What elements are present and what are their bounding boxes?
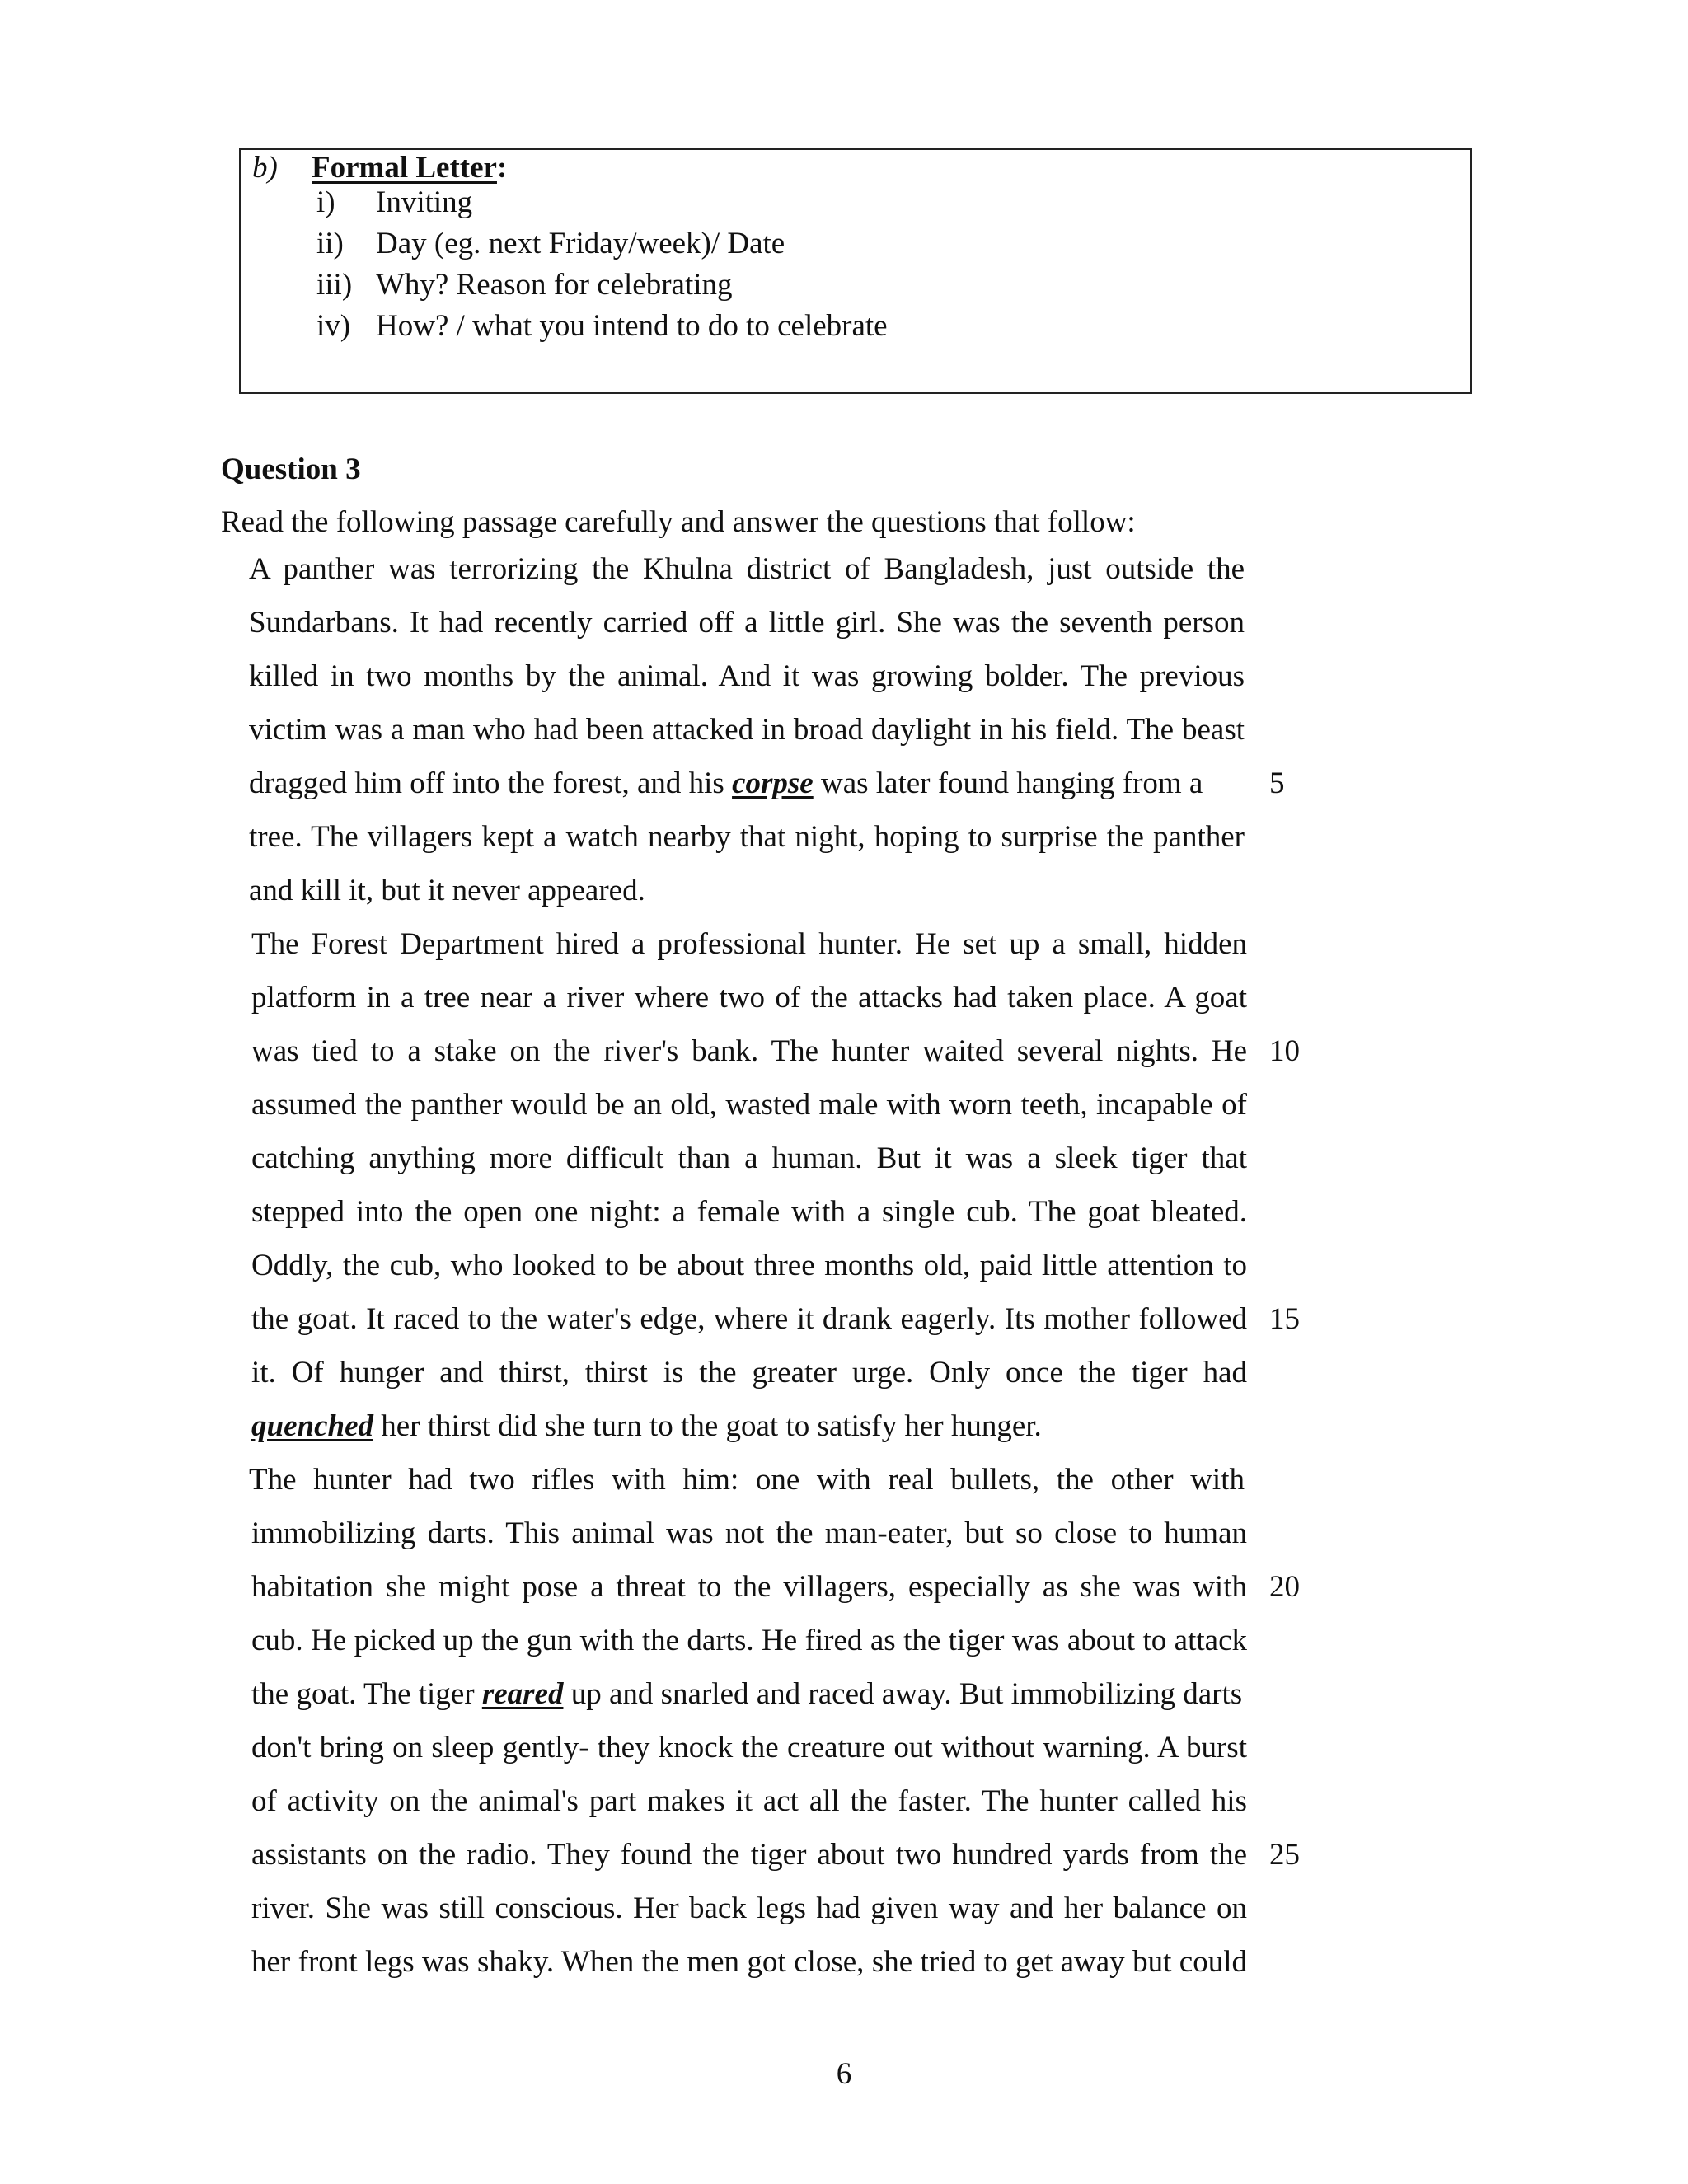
passage-line: was tied to a stake on the river's bank. The hunter waited several nights. He [251, 1034, 1247, 1068]
passage-line: immobilizing darts. This animal was not the man-eater, but so close to human [251, 1516, 1247, 1550]
passage-text: dragged him off into the forest, and his [249, 766, 733, 800]
passage-line: don't bring on sleep gently- they knock the creature out without warning. A burst [251, 1731, 1247, 1765]
box-list-text: Day (eg. next Friday/week)/ Date [376, 227, 785, 260]
box-heading [312, 150, 507, 185]
passage-line: Sundarbans. It had recently carried off a little girl. She was the seventh person [249, 606, 1245, 640]
passage-line: victim was a man who had been attacked in broad daylight in his field. The beast [249, 713, 1245, 747]
box-item-label: b) [252, 151, 278, 185]
page-number: 6 [836, 2057, 852, 2091]
passage-line: The hunter had two rifles with him: one with real bullets, the other with [249, 1463, 1245, 1497]
passage-line: river. She was still conscious. Her back legs had given way and her balance on [251, 1891, 1247, 1925]
box-list-number: i) [316, 185, 335, 219]
passage-line: it. Of hunger and thirst, thirst is the greater urge. Only once the tiger had [251, 1356, 1247, 1390]
box-list-number: iii) [316, 268, 353, 302]
passage-line: her front legs was shaky. When the men got close, she tried to get away but could [251, 1945, 1247, 1979]
passage-line: Oddly, the cub, who looked to be about three months old, paid little attention to [251, 1249, 1247, 1282]
passage-line: assistants on the radio. They found the tiger about two hundred yards from the [251, 1838, 1247, 1872]
passage-line: platform in a tree near a river where two of the attacks had taken place. A goat [251, 981, 1247, 1015]
passage-line: The Forest Department hired a professional hunter. He set up a small, hidden [251, 927, 1247, 961]
passage-text: was later found hanging from a [813, 766, 1203, 800]
line-number: 20 [1269, 1570, 1300, 1604]
box-list-text: Inviting [376, 185, 473, 219]
line-number: 10 [1269, 1034, 1300, 1068]
passage-text: her thirst did she turn to the goat to satisfy her hunger. [373, 1409, 1042, 1443]
passage-line: habitation she might pose a threat to the villagers, especially as she was with [251, 1570, 1247, 1604]
passage-line: catching anything more difficult than a human. But it was a sleek tiger that [251, 1141, 1247, 1175]
passage-line: killed in two months by the animal. And it was growing bolder. The previous [249, 659, 1245, 693]
box-heading-text: Formal Letter [312, 151, 497, 185]
passage-line: stepped into the open one night: a female with a single cub. The goat bleated. [251, 1195, 1247, 1229]
question-instruction: Read the following passage carefully and answer the questions that follow: [221, 505, 1136, 539]
passage-line [251, 1674, 1247, 1715]
line-number: 5 [1269, 766, 1285, 800]
box-list-text: How? / what you intend to do to celebrate [376, 309, 888, 343]
passage-line: assumed the panther would be an old, wasted male with worn teeth, incapable of [251, 1088, 1247, 1122]
passage-line: the goat. It raced to the water's edge, where it drank eagerly. Its mother followed [251, 1302, 1247, 1336]
line-number: 25 [1269, 1838, 1300, 1872]
box-list-number: iv) [316, 309, 351, 343]
line-number: 15 [1269, 1302, 1300, 1336]
passage-line: tree. The villagers kept a watch nearby that night, hoping to surprise the panther [249, 820, 1245, 854]
passage-line: cub. He picked up the gun with the darts. He fired as the tiger was about to attack [251, 1624, 1247, 1657]
box-heading-colon: : [496, 151, 508, 185]
passage-text: the goat. The tiger [251, 1677, 482, 1711]
passage-text: up and snarled and raced away. But immobilizing darts [563, 1677, 1243, 1711]
box-list-number: ii) [316, 227, 344, 260]
passage-line [249, 763, 1245, 804]
keyword-quenched: quenched [251, 1409, 373, 1443]
passage-line: of activity on the animal's part makes it act all the faster. The hunter called his [251, 1784, 1247, 1818]
keyword-reared: reared [481, 1677, 564, 1711]
passage-line [251, 1406, 1247, 1447]
keyword-corpse: corpse [732, 766, 814, 800]
box-list-text: Why? Reason for celebrating [376, 268, 733, 302]
passage-line: and kill it, but it never appeared. [249, 874, 645, 907]
passage-line: A panther was terrorizing the Khulna district of Bangladesh, just outside the [249, 552, 1245, 586]
question-title: Question 3 [221, 452, 361, 486]
